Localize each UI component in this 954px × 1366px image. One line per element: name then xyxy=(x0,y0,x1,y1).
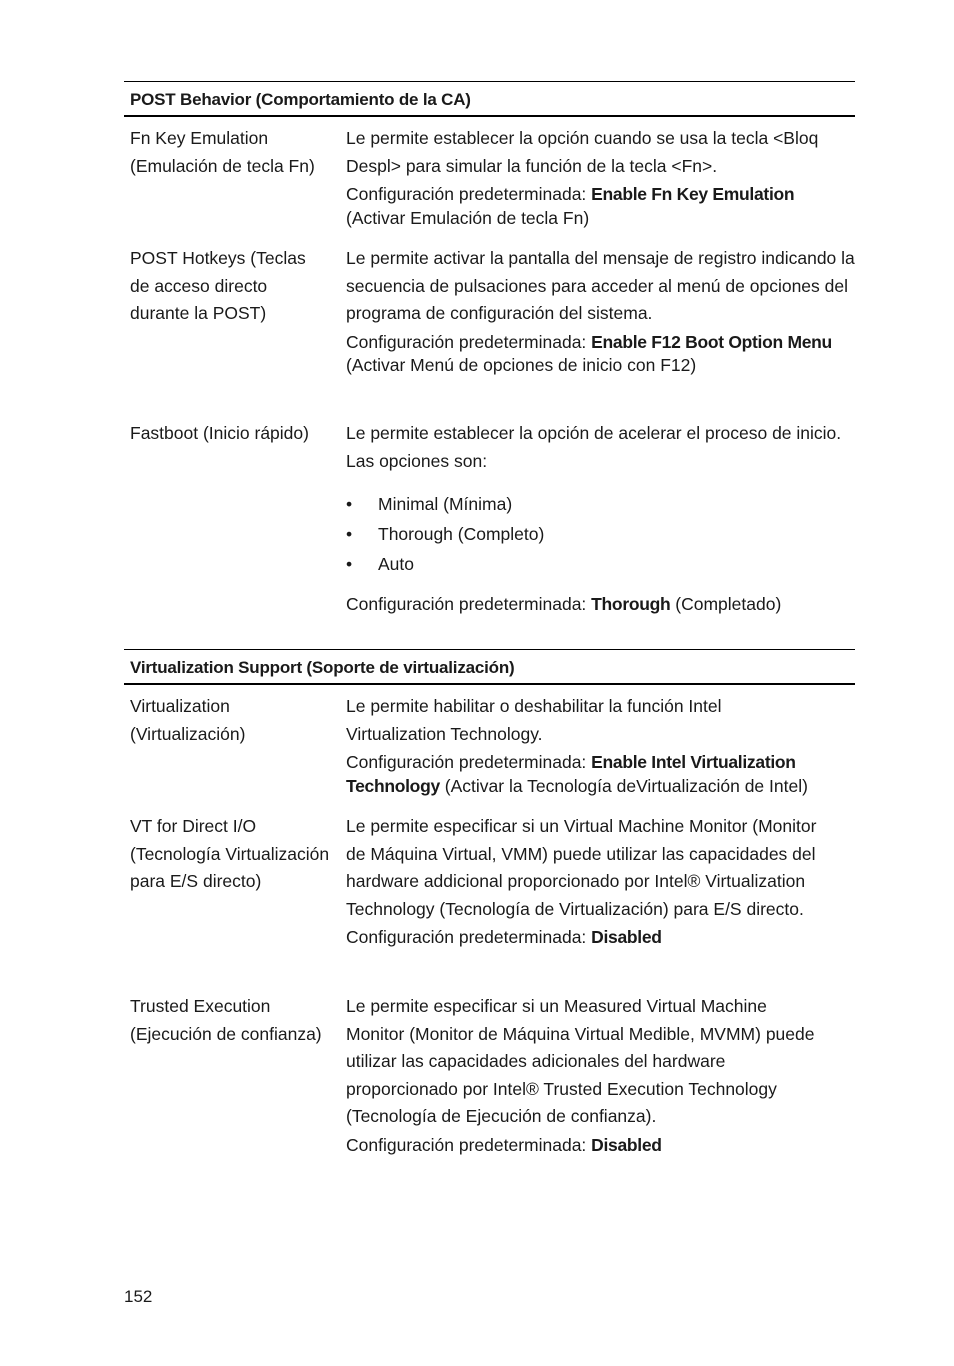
section-post-behavior xyxy=(124,81,855,614)
default-suffix: (Completado) xyxy=(670,594,782,614)
section-title: Virtualization Support (Soporte de virtualización) xyxy=(124,649,855,685)
option-label: Thorough (Completo) xyxy=(378,524,545,544)
section-virtualization-support xyxy=(124,649,855,1155)
default-value: Disabled xyxy=(591,1134,662,1155)
bullet-icon: • xyxy=(346,494,353,514)
setting-name: Virtualization (Virtualización) xyxy=(130,696,246,744)
setting-description: Le permite habilitar o deshabilitar la función Intel Virtualization Technology. xyxy=(346,696,722,744)
setting-description: Le permite establecer la opción cuando se usa la tecla <Bloq Despl> para simular la función de la tecla <Fn>. xyxy=(346,128,819,176)
setting-description-block xyxy=(346,693,855,798)
default-config xyxy=(346,331,855,378)
bullet-icon: • xyxy=(346,524,353,544)
default-config xyxy=(346,1134,855,1158)
list-item xyxy=(346,549,855,579)
default-suffix: (Activar la Tecnología deVirtualización de Intel) xyxy=(439,775,808,796)
list-item xyxy=(346,489,855,519)
setting-name: Trusted Execution (Ejecución de confianza) xyxy=(130,996,322,1044)
default-prefix: Configuración predeterminada: xyxy=(346,184,592,204)
default-suffix: (Activar Emulación de tecla Fn) xyxy=(346,207,590,228)
default-config xyxy=(346,183,855,230)
default-value: Thorough xyxy=(591,594,671,614)
default-prefix: Configuración predeterminada: xyxy=(346,1134,592,1155)
setting-name: POST Hotkeys (Teclas de acceso directo durante la POST) xyxy=(130,248,306,323)
default-suffix: (Activar Menú de opciones de inicio con F12) xyxy=(346,355,697,375)
setting-description: Le permite activar la pantalla del mensaje de registro indicando la secuencia de pulsaciones para acceder al menú de opciones del programa de configuración del sistema. xyxy=(346,248,855,323)
setting-name: Fn Key Emulation (Emulación de tecla Fn) xyxy=(130,128,315,176)
setting-description-block xyxy=(346,813,855,950)
default-value: Disabled xyxy=(591,927,662,947)
default-value: Enable F12 Boot Option Menu xyxy=(591,331,832,352)
bullet-icon: • xyxy=(346,554,353,574)
setting-description-block xyxy=(346,420,855,617)
default-prefix: Configuración predeterminada: xyxy=(346,752,592,772)
default-config xyxy=(346,593,855,617)
list-item xyxy=(346,519,855,549)
option-list xyxy=(346,489,855,579)
setting-description-block xyxy=(346,993,855,1157)
setting-description: Le permite establecer la opción de acelerar el proceso de inicio. Las opciones son: xyxy=(346,423,842,471)
setting-description-block xyxy=(346,245,855,378)
option-label: Auto xyxy=(378,554,414,574)
setting-name: Fastboot (Inicio rápido) xyxy=(130,423,309,443)
default-config xyxy=(346,751,855,798)
default-value: Enable Fn Key Emulation xyxy=(591,184,795,204)
section-title: POST Behavior (Comportamiento de la CA) xyxy=(124,81,855,117)
default-prefix: Configuración predeterminada: xyxy=(346,331,592,352)
default-prefix: Configuración predeterminada: xyxy=(346,927,592,947)
default-prefix: Configuración predeterminada: xyxy=(346,594,592,614)
setting-name: VT for Direct I/O (Tecnología Virtualización para E/S directo) xyxy=(130,816,330,891)
setting-description: Le permite especificar si un Measured Virtual Machine Monitor (Monitor de Máquina Virtual Medible, MVMM) puede utilizar las capacidades adicionales del hardware proporcionado por Intel® Trusted Execution Technology (Tecnología de Ejecución de confianza). xyxy=(346,996,815,1126)
page-number: 152 xyxy=(124,1287,153,1306)
option-label: Minimal (Mínima) xyxy=(378,494,513,514)
default-value: Enable Intel Virtualization Technology xyxy=(346,752,796,796)
setting-description-block xyxy=(346,125,855,230)
setting-description: Le permite especificar si un Virtual Machine Monitor (Monitor de Máquina Virtual, VMM) puede utilizar las capacidades del hardware addicional proporcionado por Intel® Virtualization Technology (Tecnología de Virtualización) para E/S directo. xyxy=(346,816,817,919)
default-config xyxy=(346,926,855,950)
